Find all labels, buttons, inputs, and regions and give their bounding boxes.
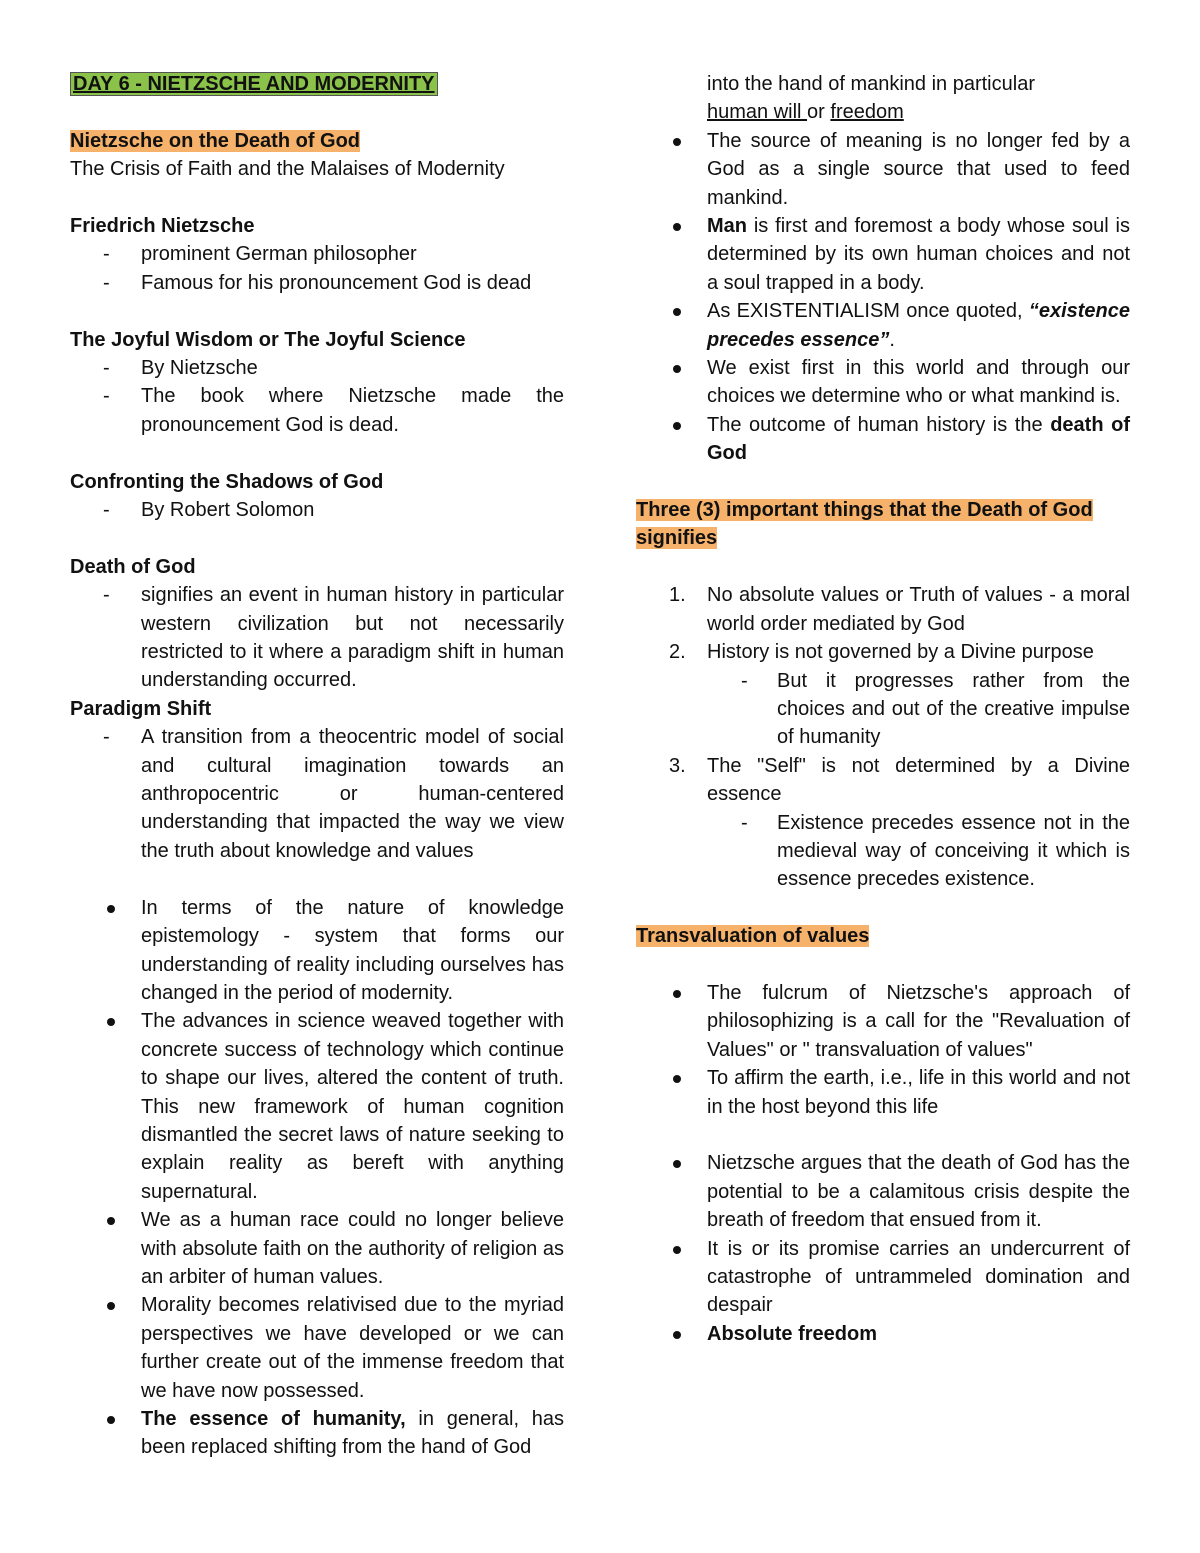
dash-marker: - — [103, 243, 110, 266]
dash-marker: - — [103, 357, 110, 380]
bullet-icon — [673, 422, 681, 430]
bullet-item: The advances in science weaved together with concrete success of technology which continue to shape our lives, altered the content of truth. This new framework of human cognition dismantled the secret laws of nature seeking to explain reality as bereft with anything supernatural. — [70, 1007, 564, 1206]
numbered-item: 1. No absolute values or Truth of values - a moral world order mediated by God — [669, 584, 1130, 635]
bullet-icon — [673, 308, 681, 316]
bullet-icon — [107, 1217, 115, 1225]
list-item: - By Robert Solomon — [70, 496, 564, 524]
section-subtitle: The Crisis of Faith and the Malaises of Modernity — [70, 158, 505, 181]
dash-marker: - — [103, 499, 110, 522]
list-item: - By Nietzsche — [70, 354, 564, 382]
sub-list-item: - But it progresses rather from the choices and out of the creative impulse of humanity — [636, 667, 1130, 752]
bullet-item: The outcome of human history is the death of God — [636, 411, 1130, 468]
bullet-item: It is or its promise carries an undercurrent of catastrophe of untrammeled domination and despair — [636, 1235, 1130, 1320]
bullet-icon — [673, 1075, 681, 1083]
bullet-icon — [673, 223, 681, 231]
section-heading-three-things: Three (3) important things that the Death of God signifies — [636, 499, 1093, 550]
bullet-icon — [107, 1302, 115, 1310]
heading-joyful-wisdom: The Joyful Wisdom or The Joyful Science — [70, 328, 466, 351]
section-heading-transvaluation: Transvaluation of values — [636, 925, 870, 948]
bullet-item: The source of meaning is no longer fed by a God as a single source that used to feed mankind. — [636, 127, 1130, 212]
bullet-item: Man is first and foremost a body whose soul is determined by its own human choices and not a soul trapped in a body. — [636, 212, 1130, 297]
bullet-item: We as a human race could no longer believe with absolute faith on the authority of religion as an arbiter of human values. — [70, 1206, 564, 1291]
bullet-item: Absolute freedom — [636, 1320, 1130, 1348]
bullet-item: Nietzsche argues that the death of God has the potential to be a calamitous crisis despite the breath of freedom that ensued from it. — [636, 1149, 1130, 1234]
sub-list-item: - Existence precedes essence not in the medieval way of conceiving it which is essence precedes existence. — [636, 809, 1130, 894]
left-column — [70, 70, 564, 1462]
numbered-item: 2. History is not governed by a Divine purpose — [669, 641, 1094, 664]
bullet-item: As EXISTENTIALISM once quoted, “existence precedes essence”. — [636, 297, 1130, 354]
dash-marker: - — [103, 385, 110, 408]
list-item: - signifies an event in human history in particular western civilization but not necessarily restricted to it where a paradigm shift in human understanding occurred. — [70, 581, 564, 695]
bullet-icon — [107, 1018, 115, 1026]
dash-marker: - — [103, 271, 110, 294]
list-item: - A transition from a theocentric model of social and cultural imagination towards an anthropocentric or human-centered understanding that impacted the way we view the truth about knowledge and values — [70, 723, 564, 865]
list-item: - prominent German philosopher — [70, 240, 564, 268]
bullet-icon — [107, 905, 115, 913]
bullet-item: In terms of the nature of knowledge epistemology - system that forms our understanding of reality including ourselves has changed in the period of modernity. — [70, 894, 564, 1008]
bullet-icon — [673, 138, 681, 146]
bullet-item: The essence of humanity, in general, has been replaced shifting from the hand of God — [70, 1405, 564, 1462]
heading-death-of-god: Death of God — [70, 555, 196, 578]
heading-friedrich-nietzsche: Friedrich Nietzsche — [70, 215, 255, 237]
heading-confronting-shadows: Confronting the Shadows of God — [70, 470, 384, 493]
bullet-icon — [673, 1331, 681, 1339]
list-item: - Famous for his pronouncement God is dead — [70, 269, 564, 297]
bullet-icon — [107, 1416, 115, 1424]
list-item: - The book where Nietzsche made the pronouncement God is dead. — [70, 382, 564, 439]
document-title: DAY 6 - NIETZSCHE AND MODERNITY — [70, 72, 438, 96]
bullet-item: The fulcrum of Nietzsche's approach of philosophizing is a call for the "Revaluation of Values" or " transvaluation of values" — [636, 979, 1130, 1064]
bullet-icon — [673, 1246, 681, 1254]
numbered-item: 3. The "Self" is not determined by a Divine essence — [669, 754, 1130, 806]
right-column — [636, 70, 1130, 1348]
heading-paradigm-shift: Paradigm Shift — [70, 697, 212, 720]
dash-marker: - — [741, 669, 748, 692]
dash-marker: - — [103, 584, 110, 607]
bullet-icon — [673, 365, 681, 373]
section-heading-death-of-god: Nietzsche on the Death of God — [70, 129, 361, 152]
dash-marker: - — [741, 811, 748, 834]
bullet-icon — [673, 990, 681, 998]
bullet-icon — [673, 1160, 681, 1168]
bullet-item: Morality becomes relativised due to the myriad perspectives we have developed or we can further create out of the immense freedom that we have now possessed. — [70, 1291, 564, 1405]
continued-text: into the hand of mankind in particular human will or freedom — [707, 73, 1035, 124]
bullet-item: To affirm the earth, i.e., life in this world and not in the host beyond this life — [636, 1064, 1130, 1121]
dash-marker: - — [103, 726, 110, 749]
bullet-item: We exist first in this world and through our choices we determine who or what mankind is. — [636, 354, 1130, 411]
